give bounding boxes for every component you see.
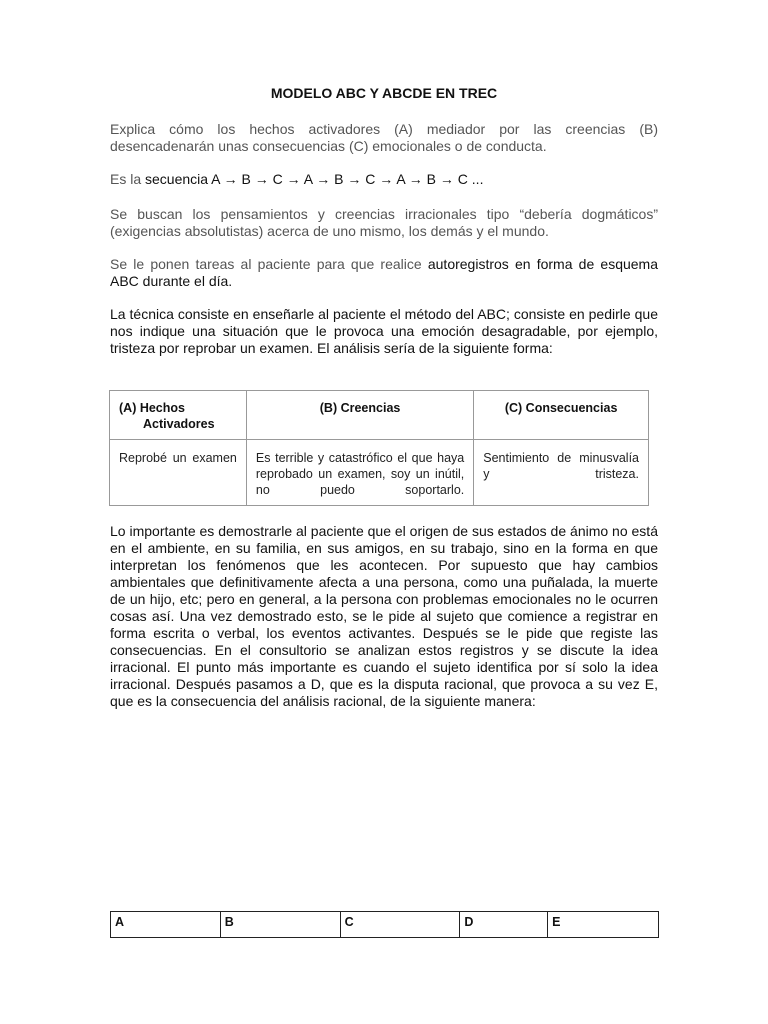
abcde-header-e: E	[548, 912, 659, 938]
cell-c: Sentimiento de minusvalía y tristeza.	[474, 440, 649, 506]
paragraph-explanation: Lo importante es demostrarle al paciente que el origen de sus estados de ánimo no está en el ambiente, en su familia, en sus amigos, en su trabajo, sino en la forma en que interpretan los fenómenos que les acontecen. Por supuesto que hay cambios ambientales que definitivamente afecta a una persona, como una puñalada, la muerte de un hijo, etc; pero en general, a la persona con problemas emocionales no le ocurren cosas así. Una vez demostrado esto, se le pide al sujeto que comience a registrar en forma escrita o verbal, los eventos activantes. Después se le pide que registe las consecuencias. En el consultorio se analizan estos registros y se discute la idea irracional. El punto más importante es cuando el sujeto identifica por sí solo la idea irracional. Después pasamos a D, que es la disputa racional, que provoca a su vez E, que es la consecuencia del análisis racional, de la siguiente manera:	[110, 523, 658, 709]
header-a-line2: Activadores	[143, 417, 215, 431]
cell-b: Es terrible y catastrófico el que haya reprobado un examen, soy un inútil, no puedo soportarlo.	[246, 440, 473, 506]
header-a	[110, 391, 247, 440]
paragraph-irrational-beliefs: Se buscan los pensamientos y creencias irracionales tipo “debería dogmáticos” (exigencias absolutistas) acerca de uno mismo, los demás y el mundo.	[110, 206, 658, 239]
tasks-prefix: Se le ponen tareas al paciente para que realice	[110, 256, 428, 272]
paragraph-intro: Explica cómo los hechos activadores (A) mediador por las creencias (B) desencadenarán unas consecuencias (C) emocionales o de conducta.	[110, 121, 658, 154]
paragraph-tasks	[110, 256, 658, 290]
header-c: (C) Consecuencias	[474, 391, 649, 440]
abcde-table-header-row	[111, 912, 659, 938]
sequence-text: secuencia A → B → C → A → B → C → A → B → C ...	[145, 171, 484, 187]
abc-table	[109, 390, 649, 506]
cell-a: Reprobé un examen	[110, 440, 247, 506]
abcde-table	[110, 911, 659, 938]
tasks-highlight: autoregistros en forma de esquema ABC durante el día.	[110, 256, 658, 289]
paragraph-sequence	[110, 171, 658, 188]
sequence-prefix: Es la	[110, 171, 146, 187]
abc-table-header-row	[110, 391, 649, 440]
abcde-header-a: A	[111, 912, 221, 938]
abcde-header-d: D	[460, 912, 548, 938]
abcde-header-c: C	[340, 912, 460, 938]
abc-table-row	[110, 440, 649, 506]
header-b: (B) Creencias	[246, 391, 473, 440]
paragraph-technique: La técnica consiste en enseñarle al paciente el método del ABC; consiste en pedirle que nos indique una situación que le provoca una emoción desagradable, por ejemplo, tristeza por reprobar un examen. El análisis sería de la siguiente forma:	[110, 306, 658, 356]
abcde-header-b: B	[220, 912, 340, 938]
header-a-line1: (A) Hechos	[119, 401, 185, 415]
page-title: MODELO ABC Y ABCDE EN TREC	[270, 85, 498, 101]
